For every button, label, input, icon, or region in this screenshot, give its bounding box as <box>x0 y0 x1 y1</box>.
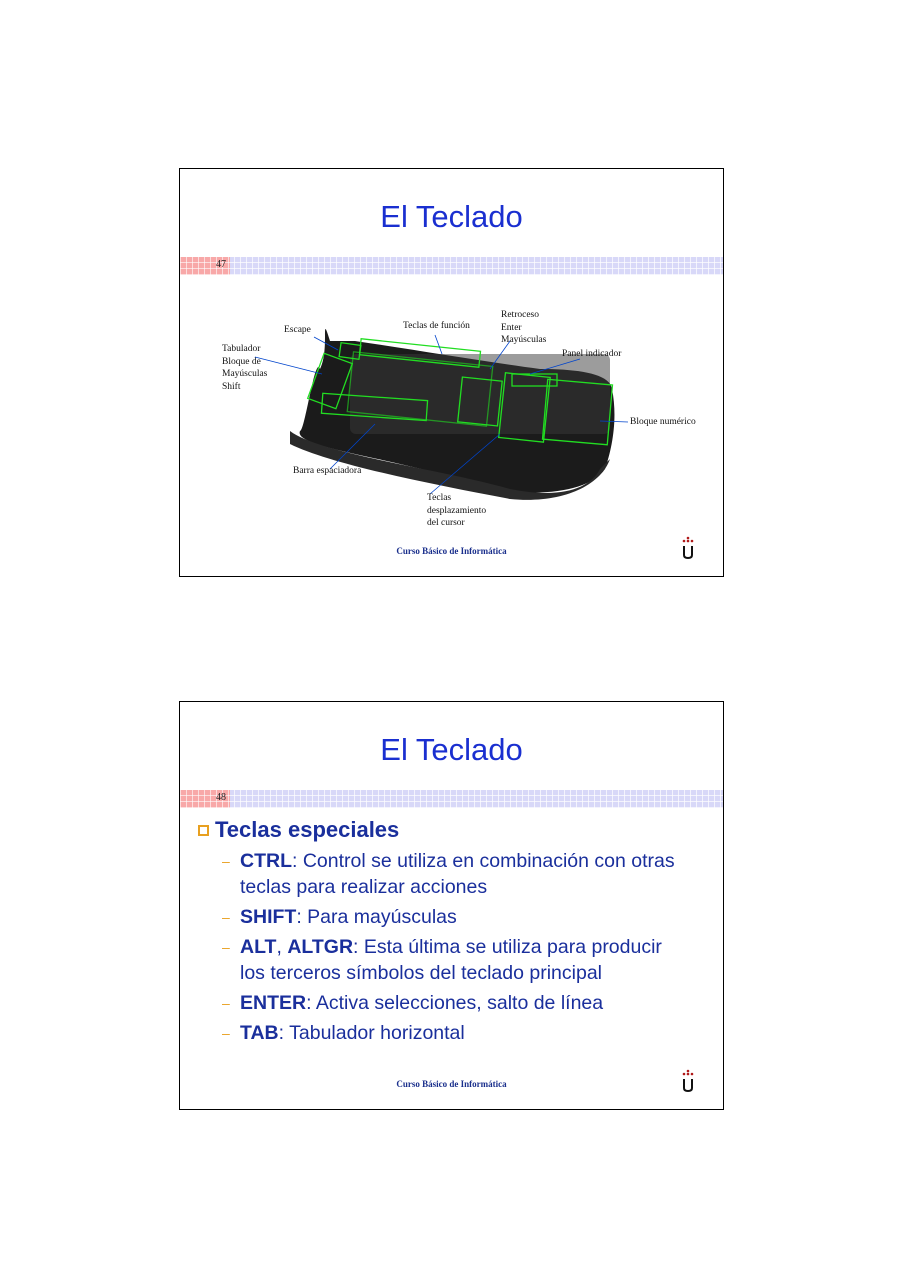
dash-icon: – <box>222 1025 230 1041</box>
slide-title: El Teclado <box>380 199 523 234</box>
key-name: CTRL <box>240 850 292 872</box>
key-name: ENTER <box>240 992 307 1014</box>
key-name: SHIFT <box>240 906 297 928</box>
slide-title: El Teclado <box>380 732 523 767</box>
label-caps-1: Bloque de <box>222 356 261 367</box>
slide-47 <box>179 168 724 577</box>
item-text: : Control se utiliza en combinación con otras teclas para realizar acciones <box>240 850 675 898</box>
section-heading <box>198 817 399 843</box>
label-indicator-panel: Panel indicador <box>562 349 622 359</box>
label-shift: Shift <box>222 381 241 392</box>
label-tab: Tabulador <box>222 344 261 354</box>
key-name-2: ALTGR <box>287 936 354 958</box>
item-text: : Esta última se utiliza para producir los terceros símbolos del teclado principal <box>240 936 662 984</box>
label-mayusculas: Mayúsculas <box>501 335 547 345</box>
slide-footer: Curso Básico de Informática <box>396 546 507 556</box>
slide-number: 47 <box>216 259 226 270</box>
label-left-block <box>222 343 267 393</box>
item-text: : Activa selecciones, salto de línea <box>306 992 604 1014</box>
list-item <box>222 904 692 930</box>
slide-footer: Curso Básico de Informática <box>396 1079 507 1089</box>
label-caps-2: Mayúsculas <box>222 369 268 379</box>
label-cursor-3: del cursor <box>427 518 465 528</box>
bullet-list <box>222 848 692 1050</box>
dash-icon: – <box>222 939 230 955</box>
square-bullet-icon <box>198 825 209 836</box>
label-escape: Escape <box>284 325 311 335</box>
separator: , <box>276 936 288 958</box>
label-enter: Enter <box>501 322 522 333</box>
item-text: : Para mayúsculas <box>296 906 457 928</box>
slide-number-box <box>180 790 230 808</box>
header-band <box>180 790 723 808</box>
slide-number: 48 <box>216 792 226 803</box>
label-backspace-enter-shift <box>501 309 546 347</box>
label-numeric-block: Bloque numérico <box>630 417 696 427</box>
dash-icon: – <box>222 995 230 1011</box>
list-item <box>222 848 692 900</box>
slide-48 <box>179 701 724 1110</box>
dash-icon: – <box>222 909 230 925</box>
heading-text: Teclas especiales <box>215 817 400 842</box>
dash-icon: – <box>222 853 230 869</box>
label-cursor-keys <box>427 492 486 530</box>
list-item <box>222 1020 692 1046</box>
label-cursor-1: Teclas <box>427 493 452 503</box>
key-name: ALT <box>240 936 277 958</box>
university-logo-icon <box>681 1069 695 1093</box>
list-item <box>222 990 692 1016</box>
label-cursor-2: desplazamiento <box>427 505 487 516</box>
university-logo-icon <box>681 536 695 560</box>
label-backspace: Retroceso <box>501 310 539 320</box>
label-space-bar: Barra espaciadora <box>293 466 362 476</box>
key-name: TAB <box>240 1022 279 1044</box>
item-text: : Tabulador horizontal <box>278 1022 465 1044</box>
label-function-keys: Teclas de función <box>403 321 470 331</box>
list-item <box>222 934 692 986</box>
